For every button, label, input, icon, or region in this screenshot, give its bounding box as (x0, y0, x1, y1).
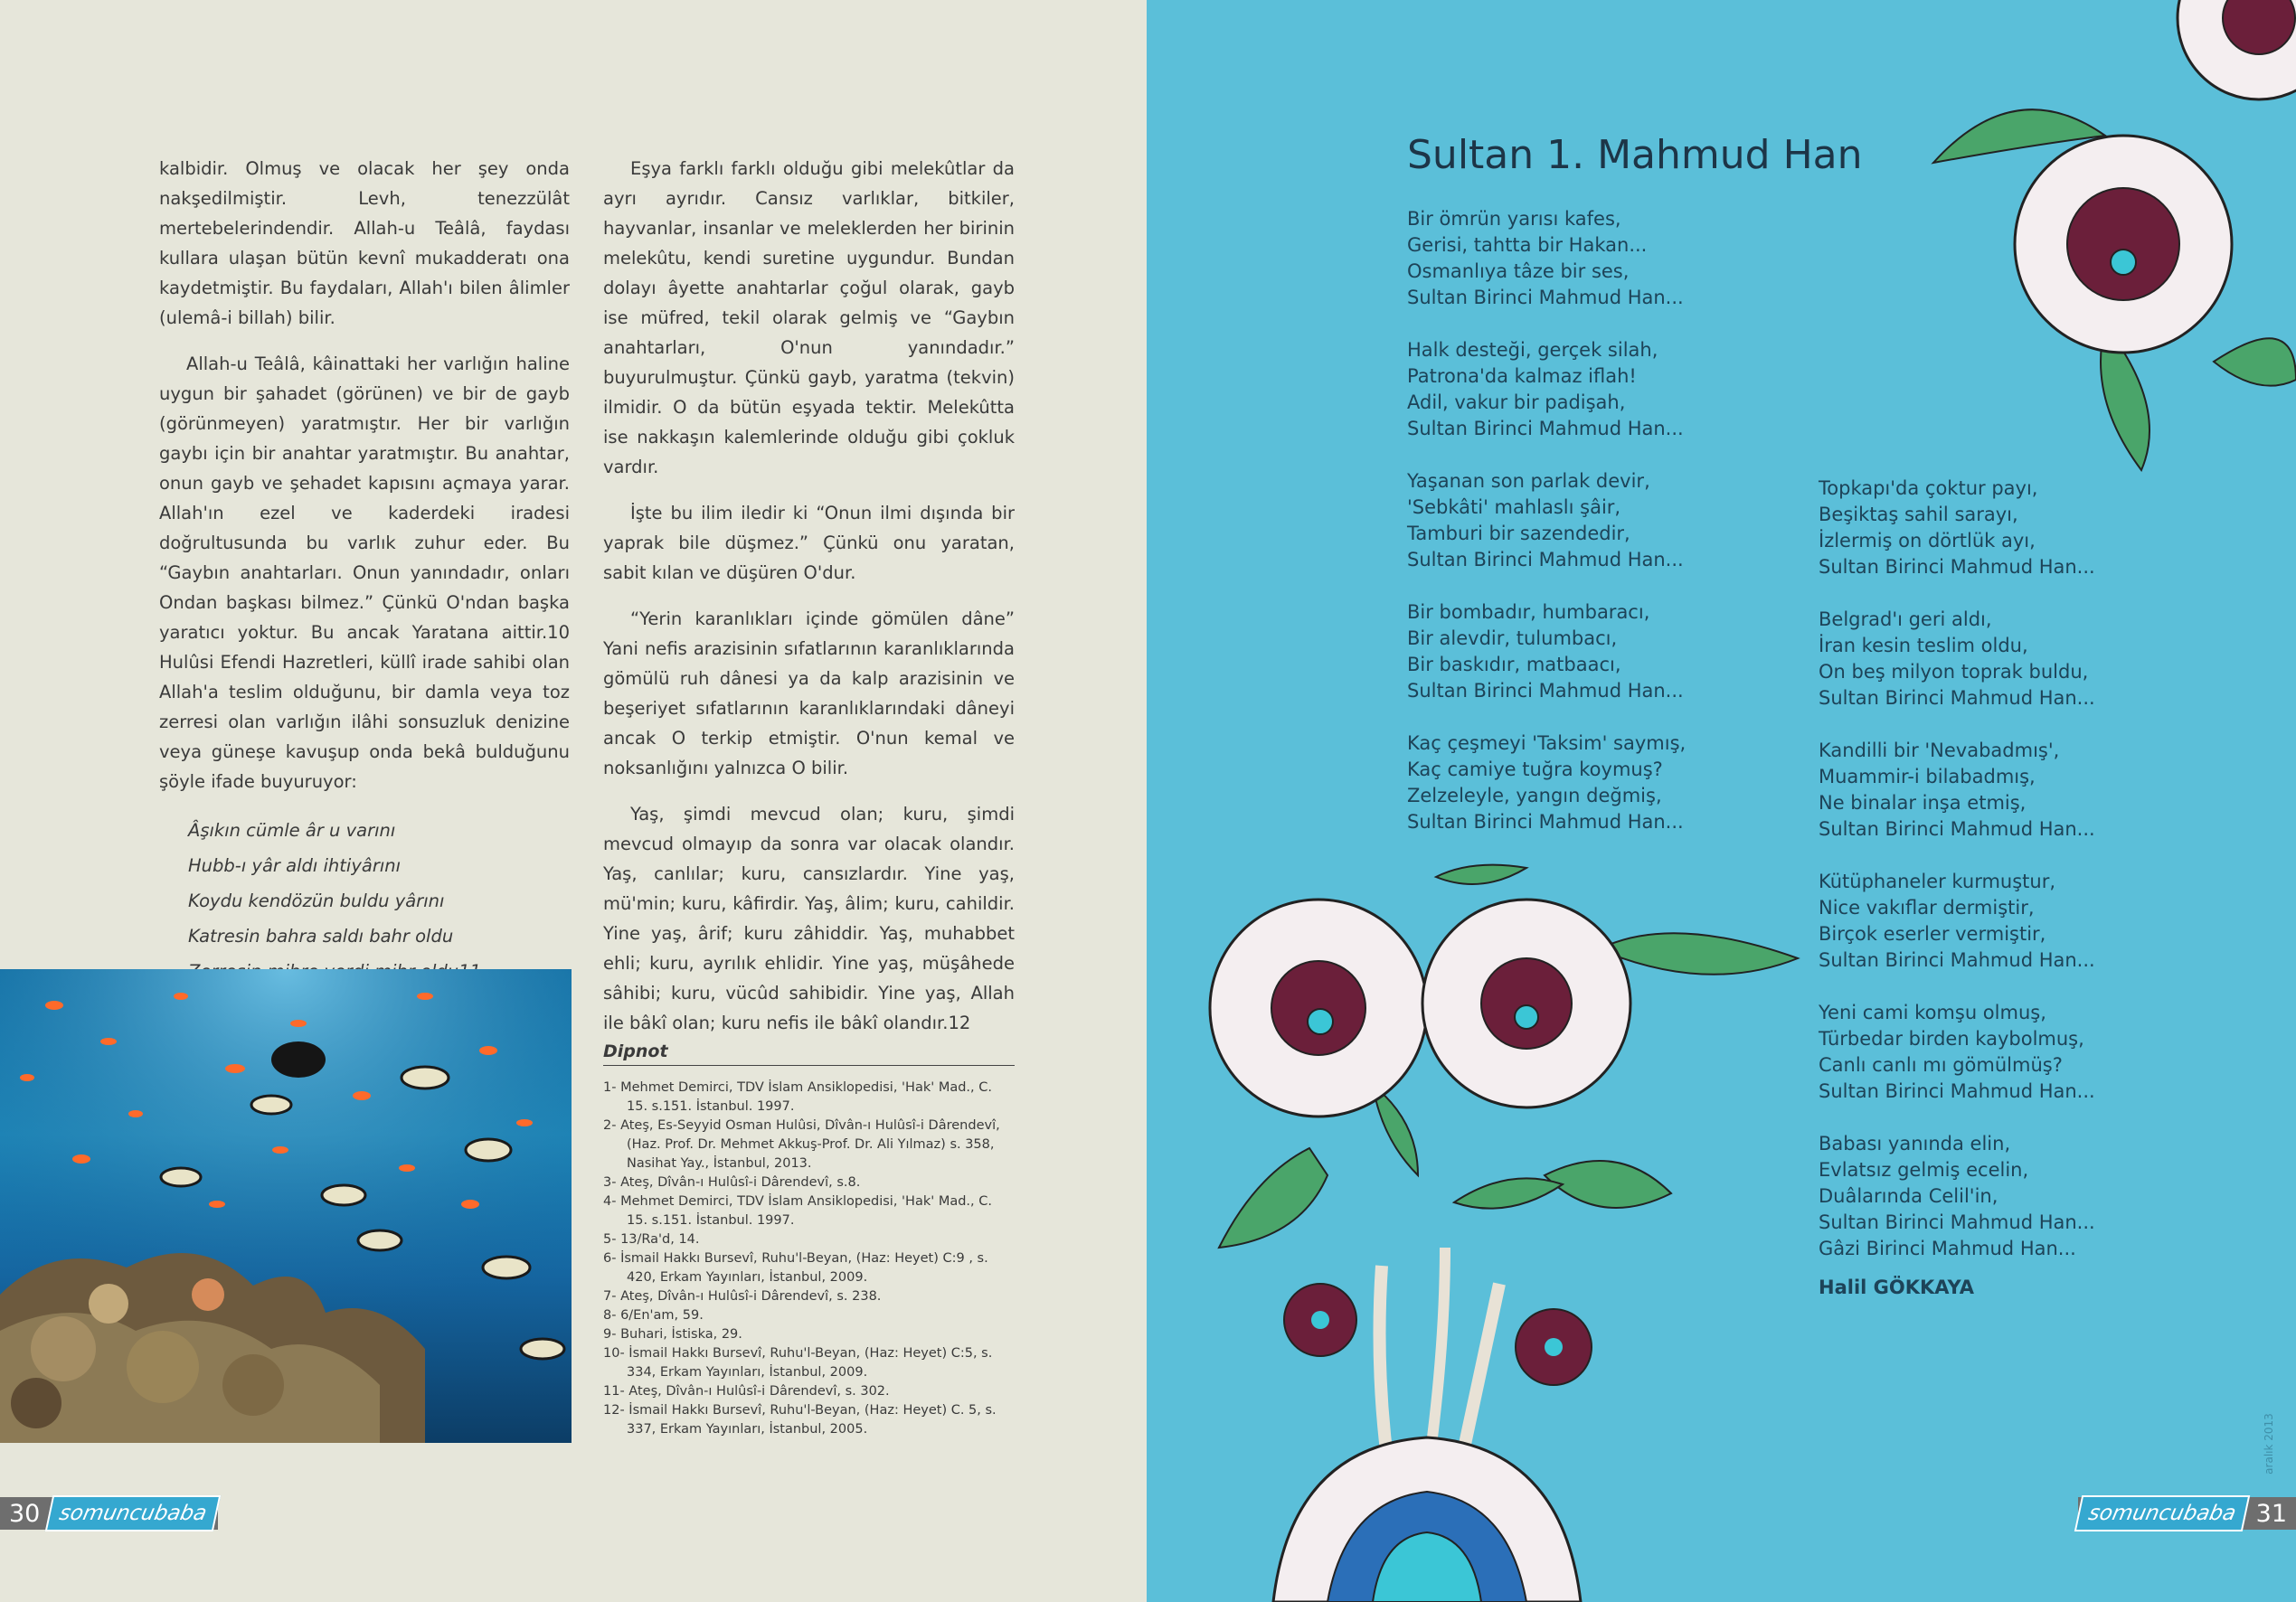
verse-line: Koydu kendözün buldu yârını (188, 891, 445, 911)
footnote: 10- İsmail Hakkı Bursevî, Ruhu'l-Beyan, (Haz: Heyet) C:5, s. 334, Erkam Yayınları, İstanbul, 2009. (603, 1346, 993, 1380)
poem-line: Yaşanan son parlak devir, (1407, 470, 1650, 492)
verse-line: Âşıkın cümle âr u varını (188, 820, 396, 841)
poem-line: Osmanlıya tâze bir ses, (1407, 260, 1630, 282)
footnotes (603, 1041, 1015, 1439)
poem-line: İzlermiş on dörtlük ayı, (1819, 530, 2036, 551)
page-number: 31 (2255, 1499, 2287, 1528)
footnote: 1- Mehmet Demirci, TDV İslam Ansiklopedisi, 'Hak' Mad., C. 15. s.151. İstanbul. 1997. (603, 1080, 992, 1114)
poem-line: Adil, vakur bir padişah, (1407, 391, 1626, 413)
page-number: 30 (9, 1499, 41, 1528)
poem-column-1 (1407, 206, 1686, 862)
poem-line: Duâlarında Celil'in, (1819, 1185, 1998, 1207)
brand-logo: somuncubaba (45, 1495, 222, 1531)
poem-line: Evlatsız gelmiş ecelin, (1819, 1159, 2029, 1181)
poem-line: Zelzeleyle, yangın değmiş, (1407, 785, 1662, 806)
verse-line: Katresin bahra saldı bahr oldu (188, 926, 454, 947)
footnote: 7- Ateş, Dîvân-ı Hulûsî-i Dârendevî, s. 238. (603, 1289, 882, 1304)
paragraph: Allah-u Teâlâ, kâinattaki her varlığın haline uygun bir şahadet (görünen) ve bir de gayb (görünmeyen) yaratmıştır. Her bir varlığın gaybı için bir anahtar yaratmıştır. Bu anahtar, onun gayb ve şehadet kapısını açmaya yarar. Allah'ın ezel ve kaderdeki iradesi doğrultusunda bu varlık zuhur eder. Bu “Gaybın anahtarları. Onun yanındadır, onları Ondan başkası bilmez.” Çünkü O'ndan başka yaratıcı yoktur. Bu ancak Yaratana aittir.10 Hulûsi Efendi Hazretleri, küllî irade sahibi olan Allah'a teslim olduğunu, bir damla veya toz zerresi olan varlığın ilâhi sonsuzluk denizine veya güneşe kavuşup onda bekâ bulduğunu şöyle ifade buyuruyor: (159, 353, 570, 792)
paragraph: Yaş, şimdi mevcud olan; kuru, şimdi mevcud olmayıp da sonra var olacak olandır. Yaş, canlılar; kuru, cansızlardır. Yine yaş, mü'min; kuru, kâfirdir. Yaş, âlim; kuru, cahildir. Yine yaş, ârif; kuru zâhiddir. Yaş, muhabbet ehli; kuru, ayrılık ehlidir. Yine yaş, müşâhede sâhibi; kuru, vücûd sahibidir. Yine yaş, Allah ile bâkî olan; kuru nefis ile bâkî olandır.12 (603, 804, 1015, 1033)
stanza (1819, 1000, 2095, 1105)
poem-column-2 (1819, 476, 2095, 1301)
poem-line: Sultan Birinci Mahmud Han... (1819, 687, 2095, 709)
poem-line: Sultan Birinci Mahmud Han... (1819, 556, 2095, 578)
poem-line: Sultan Birinci Mahmud Han... (1819, 1080, 2095, 1102)
poem-line: Sultan Birinci Mahmud Han... (1819, 818, 2095, 840)
stanza (1407, 730, 1686, 835)
poem-line: Bir baskıdır, matbaacı, (1407, 654, 1621, 675)
stanza (1407, 206, 1686, 311)
footnotes-title: Dipnot (603, 1041, 1015, 1066)
left-page (0, 0, 1147, 1602)
poem-line: Beşiktaş sahil sarayı, (1819, 504, 2018, 525)
footnote: 9- Buhari, İstiska, 29. (603, 1327, 742, 1342)
poem-line: Kaç camiye tuğra koymuş? (1407, 759, 1663, 780)
poem-line: Sultan Birinci Mahmud Han... (1407, 811, 1684, 833)
top-flower (1933, 0, 2296, 470)
stanza (1819, 607, 2095, 711)
right-page (1147, 0, 2296, 1602)
poem-line: Yeni cami komşu olmuş, (1819, 1002, 2046, 1023)
poem-line: Sultan Birinci Mahmud Han... (1407, 549, 1684, 570)
poem-line: 'Sebkâti' mahlaslı şâir, (1407, 496, 1621, 518)
page-folio-left (0, 1497, 218, 1530)
poem-line: Sultan Birinci Mahmud Han... (1407, 287, 1684, 308)
footnote: 8- 6/En'am, 59. (603, 1308, 704, 1323)
stanza (1407, 468, 1686, 573)
footnote: 2- Ateş, Es-Seyyid Osman Hulûsi, Dîvân-ı Hulûsî-i Dârendevî, (Haz. Prof. Dr. Mehmet Akkuş-Prof. Dr. Ali Yılmaz) s. 358, Nasihat Yay., İstanbul, 2013. (603, 1118, 1000, 1171)
poem-line: Sultan Birinci Mahmud Han... (1819, 1211, 2095, 1233)
paragraph: kalbidir. Olmuş ve olacak her şey onda nakşedilmiştir. Levh, tenezzülât mertebelerindendir. Allah-u Teâlâ, faydası kullara ulaşan bütün kevnî mukadderatı ona kaydetmiştir. Bu faydaları, Allah'ı bilen âlimler (ulemâ-i billah) bilir. (159, 158, 570, 328)
poem-line: Nice vakıflar dermiştir, (1819, 897, 2035, 919)
poem-line: İran kesin teslim oldu, (1819, 635, 2028, 656)
poem-line: Belgrad'ı geri aldı, (1819, 608, 1992, 630)
poem-title: Sultan 1. Mahmud Han (1407, 132, 1863, 178)
footnote: 5- 13/Ra'd, 14. (603, 1232, 700, 1247)
footnote: 11- Ateş, Dîvân-ı Hulûsî-i Dârendevî, s. 302. (603, 1384, 890, 1399)
poem-author: Halil GÖKKAYA (1819, 1277, 1974, 1298)
poem-line: Kütüphaneler kurmuştur, (1819, 871, 2056, 892)
coral-reef-illustration (0, 969, 572, 1443)
brand-logo: somuncubaba (2074, 1495, 2251, 1531)
poem-line: Bir bombadır, humbaracı, (1407, 601, 1650, 623)
verse-block (188, 813, 570, 989)
paragraph: “Yerin karanlıkları içinde gömülen dâne” Yani nefis arazisinin sıfatlarının karanlıklarında gömülü ruh dânesi ya da kalp arazisinin ve beşeriyet sıfatlarının karanlıklarındaki dâneyi ancak O terkip etmiştir. O'nun kemal ve noksanlığını yalnızca O bilir. (603, 608, 1015, 778)
bottom-flowers (1210, 865, 1798, 1602)
poem-line: Canlı canlı mı gömülmüş? (1819, 1054, 2063, 1076)
verse-line: Hubb-ı yâr aldı ihtiyârını (188, 855, 402, 876)
footnote: 12- İsmail Hakkı Bursevî, Ruhu'l-Beyan, (Haz: Heyet) C. 5, s. 337, Erkam Yayınları, İstanbul, 2005. (603, 1403, 997, 1437)
poem-line: Gerisi, tahtta bir Hakan... (1407, 234, 1648, 256)
poem-line: Tamburi bir sazendedir, (1407, 523, 1630, 544)
poem-line: Halk desteği, gerçek silah, (1407, 339, 1658, 361)
poem-line: Ne binalar inşa etmiş, (1819, 792, 2027, 814)
stanza (1819, 869, 2095, 974)
poem-line: Babası yanında elin, (1819, 1133, 2011, 1154)
poem-line: Bir ömrün yarısı kafes, (1407, 208, 1621, 230)
stanza (1819, 476, 2095, 580)
poem-line: Topkapı'da çoktur payı, (1819, 477, 2038, 499)
poem-line: Sultan Birinci Mahmud Han... (1407, 680, 1684, 702)
coral-reef-photo (0, 969, 572, 1443)
stanza (1407, 599, 1686, 704)
footnote: 4- Mehmet Demirci, TDV İslam Ansiklopedisi, 'Hak' Mad., C. 15. s.151. İstanbul. 1997. (603, 1194, 992, 1228)
floral-illustration (1147, 0, 2296, 1602)
paragraph: İşte bu ilim iledir ki “Onun ilmi dışında bir yaprak bile düşmez.” Çünkü onu yaratan, sabit kılan ve düşüren O'dur. (603, 503, 1015, 583)
poem-line: Gâzi Birinci Mahmud Han... (1819, 1238, 2076, 1259)
article-column-1 (159, 154, 570, 989)
article-column-2 (603, 154, 1015, 1054)
page-folio-right (2078, 1497, 2296, 1530)
poem-line: On beş milyon toprak buldu, (1819, 661, 2089, 683)
footnote: 6- İsmail Hakkı Bursevî, Ruhu'l-Beyan, (Haz: Heyet) C:9 , s. 420, Erkam Yayınları, İstanbul, 2009. (603, 1251, 988, 1285)
footnote: 3- Ateş, Dîvân-ı Hulûsî-i Dârendevî, s.8. (603, 1175, 861, 1190)
poem-line: Türbedar birden kaybolmuş, (1819, 1028, 2084, 1050)
poem-line: Birçok eserler vermiştir, (1819, 923, 2046, 945)
poem-line: Kaç çeşmeyi 'Taksim' saymış, (1407, 732, 1687, 754)
stanza (1819, 738, 2095, 843)
poem-line: Kandilli bir 'Nevabadmış', (1819, 740, 2060, 761)
poem-line: Bir alevdir, tulumbacı, (1407, 627, 1618, 649)
poem-line: Patrona'da kalmaz iflah! (1407, 365, 1637, 387)
paragraph: Eşya farklı farklı olduğu gibi melekûtlar da ayrı ayrıdır. Cansız varlıklar, bitkiler, hayvanlar, insanlar ve meleklerden her birinin melekûtu, kendi suretine uygundur. Bundan dolayı âyette anahtarlar çoğul olarak, gayb ise müfred, tekil olarak gelmiş ve “Gaybın anahtarları, O'nun yanındadır.” buyurulmuştur. Çünkü gayb, yaratma (tekvin) ilmidir. O da bütün eşyada tektir. Melekûtta ise nakkaşın kalemlerinde olduğu gibi çokluk vardır. (603, 158, 1015, 477)
stanza (1407, 337, 1686, 442)
poem-line: Muammir-i bilabadmış, (1819, 766, 2036, 787)
issue-date-tag: aralık 2013 (2262, 1413, 2275, 1475)
poem-line: Sultan Birinci Mahmud Han... (1407, 418, 1684, 439)
stanza (1819, 1131, 2095, 1262)
poem-line: Sultan Birinci Mahmud Han... (1819, 949, 2095, 971)
